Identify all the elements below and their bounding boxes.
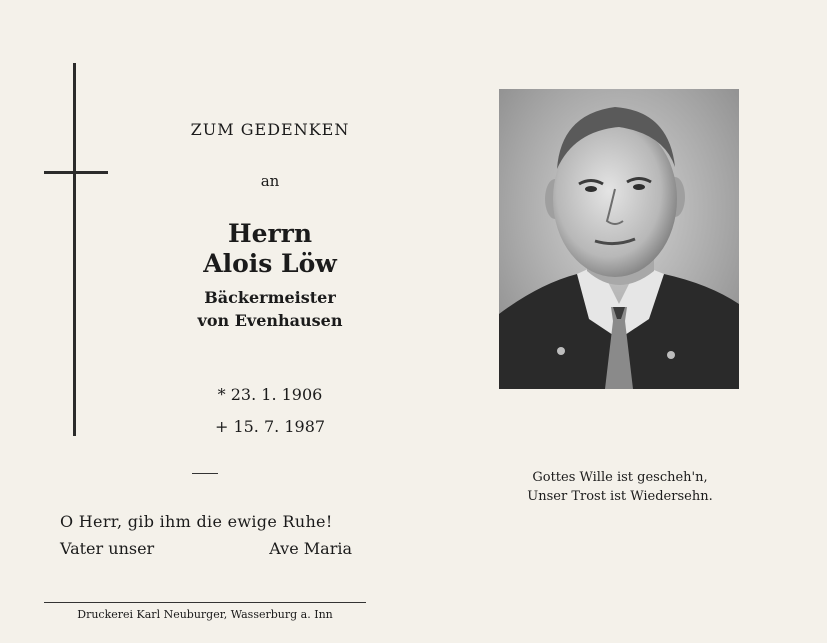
- cross-horizontal-bar: [44, 171, 108, 174]
- birth-date: * 23. 1. 1906: [217, 385, 323, 404]
- prayer-right: Ave Maria: [269, 539, 352, 558]
- salutation: Herrn: [227, 219, 313, 248]
- prayer-line: O Herr, gib ihm die ewige Ruhe!: [60, 512, 333, 531]
- an-text: an: [260, 172, 280, 190]
- portrait-photo: [499, 89, 739, 389]
- cross-vertical-bar: [73, 63, 76, 436]
- profession: Bäckermeister: [204, 288, 336, 307]
- heading: ZUM GEDENKEN: [190, 120, 350, 139]
- quote-line-2: Unser Trost ist Wiedersehn.: [527, 489, 713, 504]
- deceased-name: Alois Löw: [203, 249, 337, 278]
- prayer-left: Vater unser: [60, 539, 155, 558]
- death-date: + 15. 7. 1987: [214, 417, 326, 436]
- place: von Evenhausen: [197, 311, 343, 330]
- divider-dash: [192, 473, 218, 474]
- printer-credit: Druckerei Karl Neuburger, Wasserburg a. Inn: [77, 608, 333, 621]
- footer-rule: [44, 602, 366, 603]
- portrait-illustration: [499, 89, 739, 389]
- quote-line-1: Gottes Wille ist gescheh'n,: [532, 470, 708, 485]
